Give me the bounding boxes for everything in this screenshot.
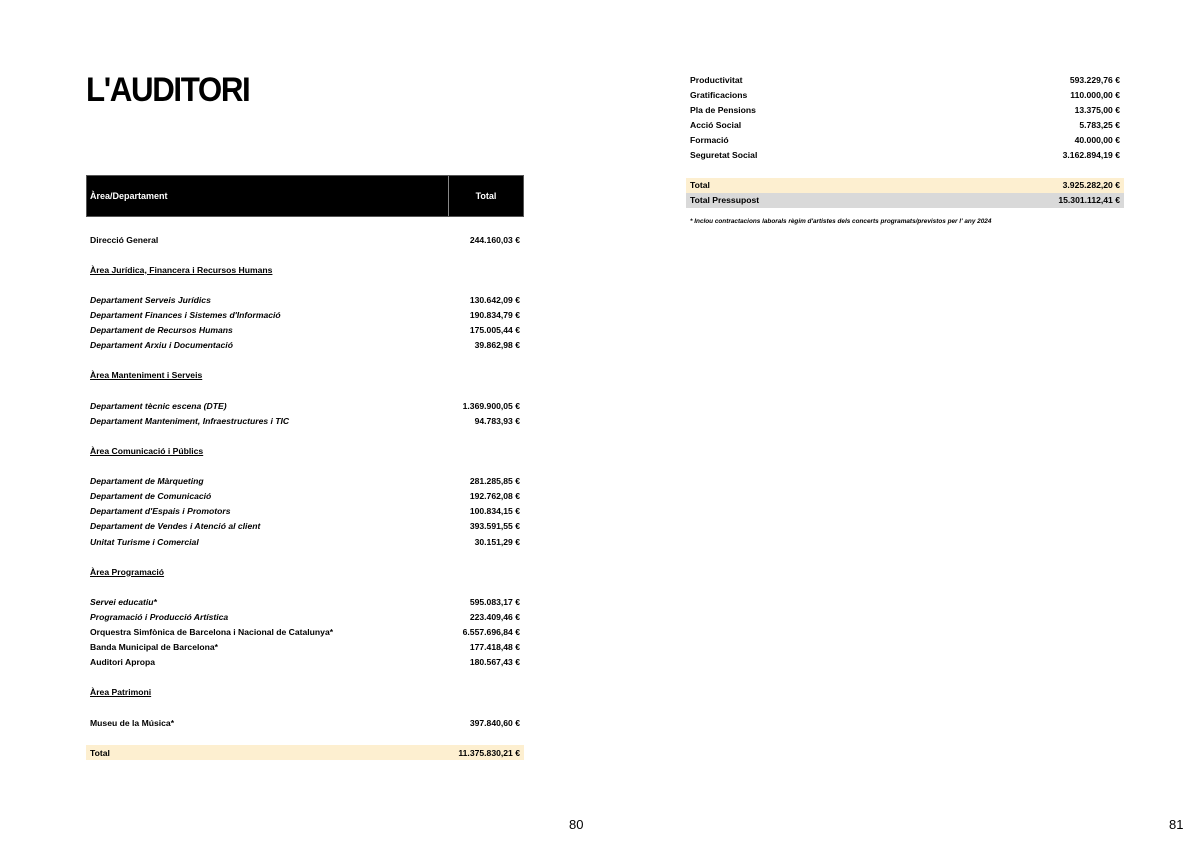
table-row xyxy=(686,102,1124,117)
section-heading-row xyxy=(86,262,524,277)
spacer-row xyxy=(86,579,524,594)
row-value: 110.000,00 € xyxy=(1070,89,1120,100)
row-label: Departament tècnic escena (DTE) xyxy=(90,400,227,411)
row-label: Productivitat xyxy=(690,74,743,85)
table-row xyxy=(686,87,1124,102)
spacer-row xyxy=(86,459,524,474)
row-label: Departament de Vendes i Atenció al client xyxy=(90,521,261,532)
footnote: * Inclou contractacions laborals règim d'artistes dels concerts programats/previstos per l' any 2024 xyxy=(690,217,992,225)
spacer-row xyxy=(86,353,524,368)
row-label: Departament Finances i Sistemes d'Informació xyxy=(90,310,281,321)
table-row xyxy=(686,147,1124,162)
row-label: Programació i Producció Artística xyxy=(90,611,229,622)
row-value: 3.162.894,19 € xyxy=(1062,150,1120,161)
table-row xyxy=(686,72,1124,87)
row-value: 15.301.112,41 € xyxy=(1058,195,1120,206)
table-row xyxy=(86,715,524,730)
row-value: 595.083,17 € xyxy=(469,596,520,607)
row-value: 30.151,29 € xyxy=(474,536,520,547)
row-value: 13.375,00 € xyxy=(1074,104,1120,115)
row-value: 1.369.900,05 € xyxy=(462,400,520,411)
lauditori-logo: L'AUDITORI xyxy=(86,71,250,109)
table-row xyxy=(686,193,1124,208)
spacer-row xyxy=(86,383,524,398)
row-label: Departament Manteniment, Infraestructures i TIC xyxy=(90,415,290,426)
row-label: Departament de Màrqueting xyxy=(90,476,204,487)
spacer-row xyxy=(86,670,524,685)
table-row xyxy=(86,504,524,519)
spacer-row xyxy=(86,700,524,715)
row-label: Departament de Recursos Humans xyxy=(90,325,233,336)
table-row xyxy=(86,338,524,353)
section-heading-row xyxy=(86,443,524,458)
row-label: Àrea Jurídica, Financera i Recursos Humans xyxy=(90,264,273,275)
row-label: Acció Social xyxy=(690,119,742,130)
row-value: 3.925.282,20 € xyxy=(1062,180,1120,191)
row-value: 177.418,48 € xyxy=(469,642,520,653)
row-label: Auditori Apropa xyxy=(90,657,156,668)
row-label: Departament Arxiu i Documentació xyxy=(90,340,233,351)
row-value: 223.409,46 € xyxy=(469,611,520,622)
row-label: Total xyxy=(690,180,710,191)
spacer-row xyxy=(86,277,524,292)
table-row xyxy=(86,640,524,655)
table-row xyxy=(686,132,1124,147)
page-number-left: 80 xyxy=(569,817,584,832)
header-total: Total xyxy=(475,191,497,201)
row-value: 281.285,85 € xyxy=(469,476,520,487)
table-row xyxy=(86,534,524,549)
row-label: Banda Municipal de Barcelona* xyxy=(90,642,218,653)
row-label: Departament Serveis Jurídics xyxy=(90,295,211,306)
row-value: 11.375.830,21 € xyxy=(458,747,520,758)
row-label: Unitat Turisme i Comercial xyxy=(90,536,199,547)
table-row xyxy=(86,655,524,670)
row-label: Total Pressupost xyxy=(690,195,760,206)
row-label: Direcció General xyxy=(90,234,159,245)
row-label: Àrea Comunicació i Públics xyxy=(90,445,204,456)
row-label: Departament de Comunicació xyxy=(90,491,212,502)
table-row xyxy=(686,117,1124,132)
table-row xyxy=(86,323,524,338)
row-value: 39.862,98 € xyxy=(474,340,520,351)
row-label: Seguretat Social xyxy=(690,150,758,161)
row-value: 593.229,76 € xyxy=(1069,74,1120,85)
row-label: Departament d'Espais i Promotors xyxy=(90,506,231,517)
spacer-row xyxy=(86,428,524,443)
row-label: Àrea Patrimoni xyxy=(90,687,152,698)
row-value: 6.557.696,84 € xyxy=(462,627,520,638)
row-value: 130.642,09 € xyxy=(469,295,520,306)
row-value: 180.567,43 € xyxy=(469,657,520,668)
table-body xyxy=(686,72,1124,208)
table-row xyxy=(86,609,524,624)
table-row xyxy=(86,625,524,640)
section-heading-row xyxy=(86,685,524,700)
row-label: Total xyxy=(90,747,110,758)
row-label: Orquestra Simfònica de Barcelona i Nacional de Catalunya* xyxy=(90,627,334,638)
table-row xyxy=(86,308,524,323)
row-value: 94.783,93 € xyxy=(474,415,520,426)
spacer-row xyxy=(86,730,524,745)
table-header xyxy=(86,175,524,217)
spacer-row xyxy=(86,217,524,232)
row-value: 175.005,44 € xyxy=(469,325,520,336)
table-row xyxy=(86,398,524,413)
row-value: 100.834,15 € xyxy=(469,506,520,517)
spacer-row xyxy=(86,549,524,564)
row-value: 397.840,60 € xyxy=(469,717,520,728)
table-row xyxy=(86,745,524,760)
row-label: Formació xyxy=(690,134,729,145)
table-row xyxy=(86,489,524,504)
row-label: Pla de Pensions xyxy=(690,104,756,115)
section-heading-row xyxy=(86,368,524,383)
row-label: Servei educatiu* xyxy=(90,596,157,607)
spacer-row xyxy=(86,247,524,262)
budget-table-departments xyxy=(86,175,524,760)
row-label: Àrea Manteniment i Serveis xyxy=(90,370,203,381)
table-row xyxy=(86,232,524,247)
table-row xyxy=(86,292,524,307)
row-value: 40.000,00 € xyxy=(1074,134,1120,145)
section-heading-row xyxy=(86,564,524,579)
row-label: Museu de la Música* xyxy=(90,717,175,728)
table-body xyxy=(86,217,524,760)
table-row xyxy=(686,178,1124,193)
table-row xyxy=(86,413,524,428)
row-value: 5.783,25 € xyxy=(1079,119,1120,130)
budget-table-extras xyxy=(686,72,1124,225)
table-row xyxy=(86,519,524,534)
table-row xyxy=(86,594,524,609)
header-area: Àrea/Departament xyxy=(87,176,449,216)
row-label: Gratificacions xyxy=(690,89,748,100)
spacer-row xyxy=(686,163,1124,178)
row-value: 190.834,79 € xyxy=(469,310,520,321)
row-value: 244.160,03 € xyxy=(469,234,520,245)
page-number-right: 81 xyxy=(1169,817,1184,832)
row-value: 393.591,55 € xyxy=(469,521,520,532)
row-value: 192.762,08 € xyxy=(469,491,520,502)
table-row xyxy=(86,474,524,489)
row-label: Àrea Programació xyxy=(90,566,165,577)
